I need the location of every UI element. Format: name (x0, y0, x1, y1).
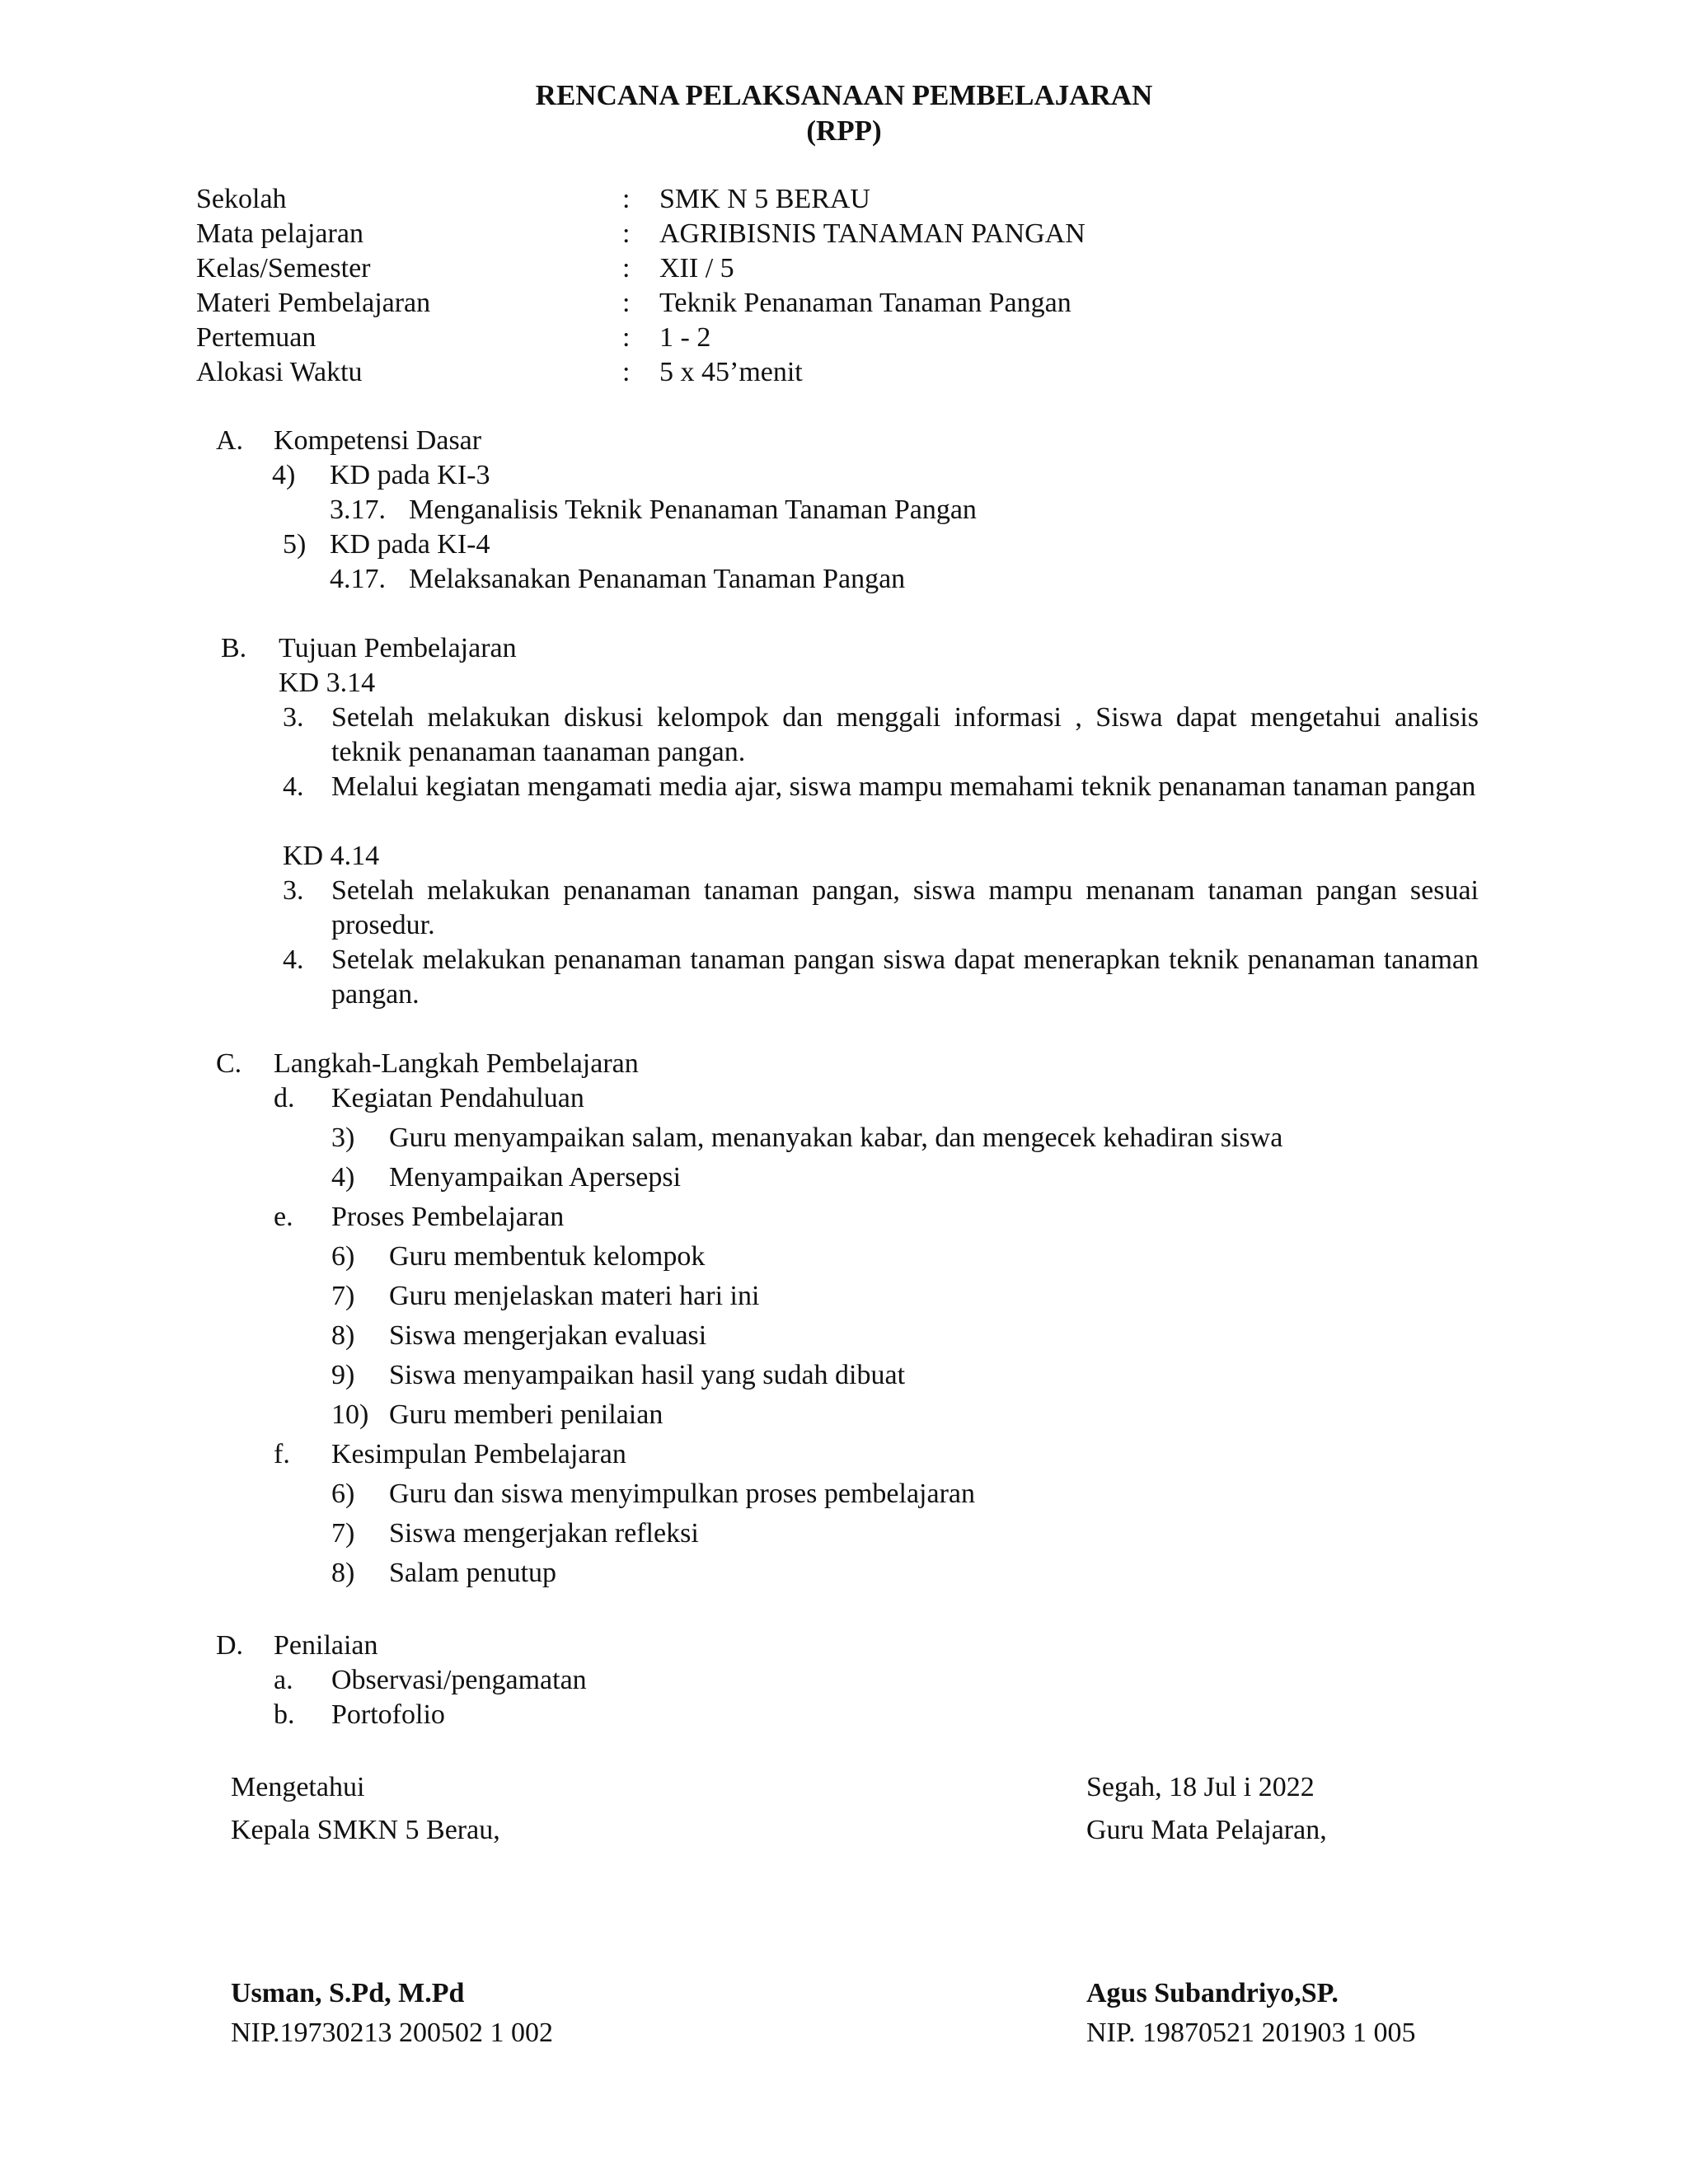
assessment-text: Observasi/pengamatan (331, 1665, 587, 1695)
section-b-marker: B. (221, 633, 247, 663)
section-d-marker: D. (216, 1630, 244, 1661)
identity-colon: : (622, 184, 631, 214)
identity-colon: : (622, 357, 631, 387)
signature-right-role: Guru Mata Pelajaran, (1086, 1815, 1327, 1845)
step-number: 7) (331, 1518, 355, 1549)
section-c-marker: C. (216, 1048, 242, 1079)
document-title: RENCANA PELAKSANAAN PEMBELAJARAN (535, 79, 1153, 111)
step-text: Siswa mengerjakan evaluasi (389, 1320, 707, 1351)
identity-colon: : (622, 253, 631, 284)
identity-value-material: Teknik Penanaman Tanaman Pangan (659, 288, 1071, 318)
step-text: Siswa mengerjakan refleksi (389, 1518, 699, 1549)
kd-item-number: 4) (272, 460, 296, 490)
kd-item-label: KD pada KI-3 (330, 460, 490, 490)
document-subtitle: (RPP) (806, 115, 882, 147)
identity-value-time: 5 x 45’menit (659, 357, 803, 387)
identity-label-meeting: Pertemuan (196, 322, 316, 353)
section-a-heading: Kompetensi Dasar (274, 425, 482, 456)
step-text: Guru dan siswa menyimpulkan proses pembelajaran (389, 1479, 975, 1509)
signature-left-acknowledge: Mengetahui (231, 1772, 365, 1802)
kd-item-label: KD pada KI-4 (330, 529, 490, 560)
step-number: 3) (331, 1122, 355, 1153)
signature-left-name: Usman, S.Pd, M.Pd (231, 1978, 465, 2008)
step-group-title: Kesimpulan Pembelajaran (331, 1439, 626, 1469)
objective-text: Setelak melakukan penanaman tanaman pangan siswa dapat menerapkan teknik penanaman tanaman pangan. (331, 944, 1479, 1010)
identity-value-class: XII / 5 (659, 253, 734, 284)
step-number: 9) (331, 1360, 355, 1390)
section-c-heading: Langkah-Langkah Pembelajaran (274, 1048, 639, 1079)
step-number: 6) (331, 1241, 355, 1272)
identity-label-material: Materi Pembelajaran (196, 288, 431, 318)
kd-sub-text: Melaksanakan Penanaman Tanaman Pangan (409, 564, 906, 594)
step-number: 7) (331, 1281, 355, 1311)
step-number: 8) (331, 1320, 355, 1351)
identity-colon: : (622, 322, 631, 353)
step-group-title: Kegiatan Pendahuluan (331, 1083, 584, 1113)
section-d-heading: Penilaian (274, 1630, 378, 1661)
objective-number: 3. (283, 702, 304, 733)
identity-value-school: SMK N 5 BERAU (659, 184, 870, 214)
step-number: 8) (331, 1558, 355, 1588)
step-group-letter: f. (274, 1439, 290, 1469)
identity-label-subject: Mata pelajaran (196, 218, 363, 249)
kd-sub-number: 4.17. (330, 564, 386, 594)
step-text: Guru menyampaikan salam, menanyakan kabar, dan mengecek kehadiran siswa (389, 1122, 1283, 1153)
identity-label-school: Sekolah (196, 184, 287, 214)
identity-value-subject: AGRIBISNIS TANAMAN PANGAN (659, 218, 1085, 249)
identity-value-meeting: 1 - 2 (659, 322, 711, 353)
objective-number: 4. (283, 944, 304, 975)
step-group-letter: e. (274, 1202, 293, 1232)
step-group-letter: d. (274, 1083, 295, 1113)
step-text: Guru memberi penilaian (389, 1399, 663, 1430)
step-group-title: Proses Pembelajaran (331, 1202, 565, 1232)
step-text: Guru menjelaskan materi hari ini (389, 1281, 760, 1311)
assessment-letter: a. (274, 1665, 293, 1695)
signature-right-name: Agus Subandriyo,SP. (1086, 1978, 1339, 2008)
step-number: 4) (331, 1162, 355, 1193)
kd-item-number: 5) (283, 529, 307, 560)
signature-left-role: Kepala SMKN 5 Berau, (231, 1815, 500, 1845)
kd-group-label: KD 3.14 (279, 668, 376, 698)
signature-right-nip: NIP. 19870521 201903 1 005 (1086, 2018, 1416, 2048)
objective-number: 4. (283, 771, 304, 802)
identity-colon: : (622, 288, 631, 318)
step-number: 10) (331, 1399, 369, 1430)
kd-sub-number: 3.17. (330, 494, 386, 525)
signature-left-nip: NIP.19730213 200502 1 002 (231, 2018, 554, 2048)
assessment-letter: b. (274, 1699, 295, 1730)
kd-group-label: KD 4.14 (283, 841, 380, 871)
signature-right-place-date: Segah, 18 Jul i 2022 (1086, 1772, 1315, 1802)
kd-sub-text: Menganalisis Teknik Penanaman Tanaman Pangan (409, 494, 977, 525)
assessment-text: Portofolio (331, 1699, 445, 1730)
step-text: Menyampaikan Apersepsi (389, 1162, 682, 1193)
objective-text: Melalui kegiatan mengamati media ajar, siswa mampu memahami teknik penanaman tanaman pangan (331, 771, 1476, 802)
step-text: Siswa menyampaikan hasil yang sudah dibuat (389, 1360, 906, 1390)
objective-text: Setelah melakukan penanaman tanaman pangan, siswa mampu menanam tanaman pangan sesuai prosedur. (331, 875, 1479, 940)
step-text: Guru membentuk kelompok (389, 1241, 706, 1272)
identity-label-class: Kelas/Semester (196, 253, 371, 284)
section-b-heading: Tujuan Pembelajaran (279, 633, 517, 663)
section-a-marker: A. (216, 425, 244, 456)
step-text: Salam penutup (389, 1558, 557, 1588)
step-number: 6) (331, 1479, 355, 1509)
identity-colon: : (622, 218, 631, 249)
objective-text: Setelah melakukan diskusi kelompok dan menggali informasi , Siswa dapat mengetahui analisis teknik penanaman taanaman pangan. (331, 702, 1479, 767)
identity-label-time: Alokasi Waktu (196, 357, 363, 387)
objective-number: 3. (283, 875, 304, 906)
